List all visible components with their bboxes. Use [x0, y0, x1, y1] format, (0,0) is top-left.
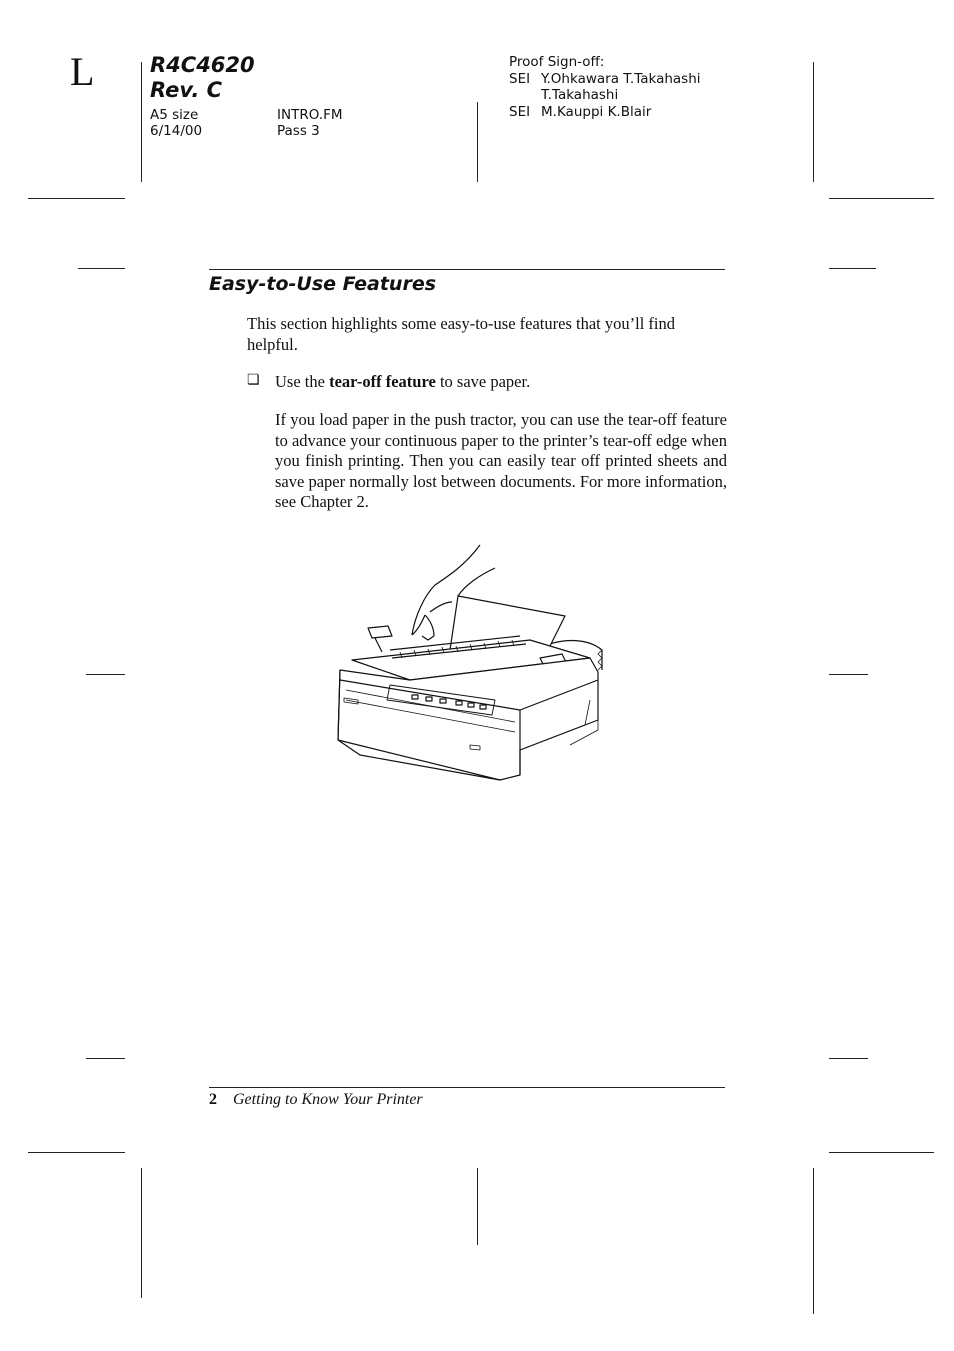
crop-mark — [813, 1168, 814, 1314]
proof-names: M.Kauppi K.Blair — [541, 103, 652, 120]
proof-tag: SEI — [509, 70, 531, 87]
proof-row — [509, 87, 701, 104]
crop-mark — [813, 62, 814, 182]
doc-date: 6/14/00 — [150, 123, 203, 139]
footer-rule — [209, 1087, 725, 1088]
chapter-title: Getting to Know Your Printer — [233, 1091, 423, 1108]
proof-tag: SEI — [509, 103, 531, 120]
crop-mark — [477, 102, 478, 182]
doc-code — [150, 53, 255, 103]
crop-mark — [78, 268, 125, 269]
crop-mark — [829, 1058, 868, 1059]
section-title: Easy-to-Use Features — [209, 273, 437, 295]
crop-mark — [829, 1152, 934, 1153]
doc-code-line1: R4C4620 — [150, 53, 255, 77]
doc-code-line2: Rev. C — [150, 78, 223, 102]
intro-paragraph: This section highlights some easy-to-use features that you’ll find helpful. — [247, 314, 675, 354]
doc-pass: Pass 3 — [277, 123, 320, 139]
crop-mark — [477, 1168, 478, 1245]
page-number: 2 — [209, 1091, 217, 1108]
crop-mark — [829, 268, 876, 269]
crop-mark — [28, 1152, 125, 1153]
crop-mark — [86, 674, 125, 675]
doc-size: A5 size — [150, 107, 199, 123]
bullet-box-icon: ❏ — [247, 373, 260, 388]
bullet-prefix: Use the — [275, 372, 330, 391]
proof-label: Proof Sign-off: — [509, 54, 605, 70]
bullet-bold: tear-off feature — [329, 372, 436, 391]
crop-mark — [829, 674, 868, 675]
proof-names: T.Takahashi — [541, 87, 619, 103]
crop-mark — [141, 62, 142, 182]
detail-paragraph: If you load paper in the push tractor, you can use the tear-off feature to advance your continuous paper to the printer’s tear-off edge when you finish printing. Then you can easily tear off printed sheets and save paper normally lost between documents. For more information, see Chapter 2. — [275, 410, 727, 511]
printer-tear-off-illustration — [330, 540, 620, 800]
proof-row — [509, 104, 701, 121]
proof-tag — [509, 87, 541, 104]
proof-names: Y.Ohkawara T.Takahashi — [541, 70, 701, 87]
section-rule — [209, 269, 725, 270]
crop-mark — [28, 198, 125, 199]
crop-mark — [141, 1168, 142, 1298]
doc-file: INTRO.FM — [277, 107, 343, 123]
bullet-suffix: to save paper. — [435, 372, 531, 391]
page-footer — [209, 1091, 423, 1109]
bullet-item — [275, 372, 530, 393]
crop-mark — [86, 1058, 125, 1059]
proof-row — [509, 71, 701, 88]
proof-signoff — [509, 54, 701, 120]
crop-mark — [829, 198, 934, 199]
margin-letter: L — [70, 49, 95, 94]
